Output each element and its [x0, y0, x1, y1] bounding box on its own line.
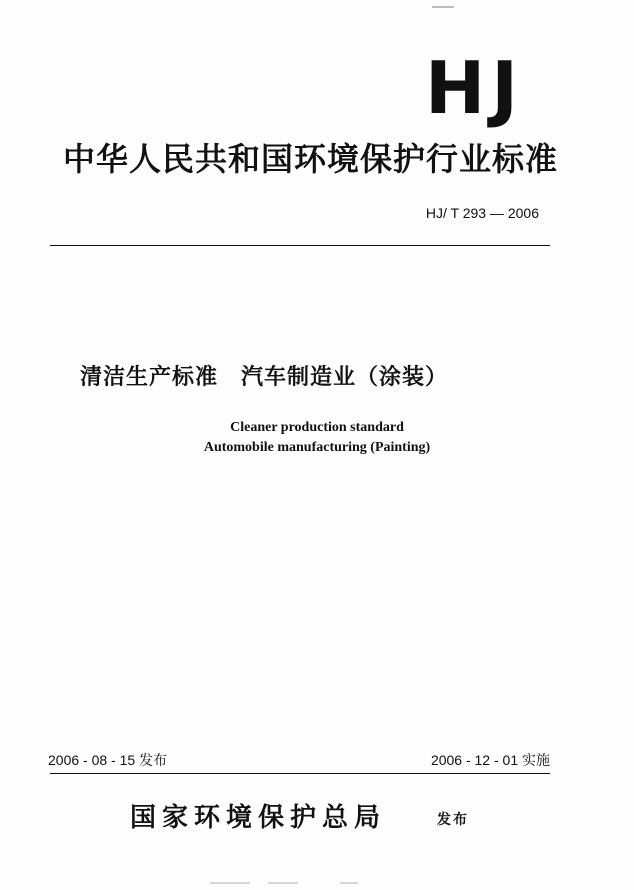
- scan-artifact: [268, 882, 298, 884]
- standard-number: HJ/ T 293 — 2006: [425, 205, 539, 221]
- document-title-english: [0, 418, 634, 458]
- english-title-line-1: Cleaner production standard: [230, 420, 404, 435]
- issue-date: 2006 - 08 - 15 发布: [48, 752, 168, 768]
- publisher-name: 国家环境保护总局: [130, 803, 387, 833]
- hj-logo: HJ: [425, 46, 525, 130]
- english-title-line-2: Automobile manufacturing (Painting): [203, 440, 431, 455]
- implementation-date: 2006 - 12 - 01 实施: [430, 752, 550, 768]
- header-divider: [50, 245, 550, 246]
- publish-label: 发布: [437, 812, 469, 828]
- document-title-chinese: 清洁生产标准 汽车制造业（涂装）: [80, 365, 449, 390]
- scan-artifact: [210, 882, 250, 884]
- scan-artifact: [432, 6, 454, 8]
- standard-category-title: 中华人民共和国环境保护行业标准: [63, 140, 559, 178]
- footer-divider: [50, 773, 550, 774]
- scan-artifact: [340, 882, 358, 884]
